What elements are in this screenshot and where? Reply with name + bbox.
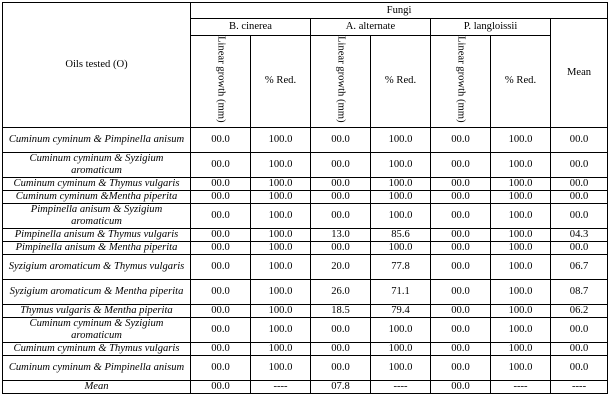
value-cell: 00.0	[311, 127, 371, 152]
value-cell: 00.0	[431, 317, 491, 342]
linear-growth-header	[311, 36, 371, 128]
value-cell: 100.0	[491, 152, 551, 177]
value-cell: 00.0	[551, 203, 608, 228]
fungi-header: Fungi	[191, 3, 608, 19]
table-row	[3, 254, 608, 279]
value-cell: 100.0	[251, 317, 311, 342]
value-cell: 00.0	[191, 177, 251, 190]
value-cell: 04.3	[551, 228, 608, 241]
value-cell: 00.0	[191, 241, 251, 254]
value-cell: 20.0	[311, 254, 371, 279]
value-cell: 00.0	[311, 317, 371, 342]
value-cell: 71.1	[371, 279, 431, 304]
value-cell: 100.0	[251, 127, 311, 152]
mean-value-cell: 00.0	[191, 380, 251, 393]
value-cell: 00.0	[431, 279, 491, 304]
value-cell: 100.0	[491, 254, 551, 279]
value-cell: 100.0	[491, 304, 551, 317]
oil-name-cell: Cuminum cyminum & Thymus vulgaris	[3, 342, 191, 355]
value-cell: 100.0	[371, 317, 431, 342]
value-cell: 100.0	[371, 241, 431, 254]
table-row	[3, 317, 608, 342]
species-header-p-langloissii: P. langloissii	[431, 19, 551, 36]
value-cell: 100.0	[491, 177, 551, 190]
value-cell: 79.4	[371, 304, 431, 317]
linear-growth-label: Linear growth (mm)	[455, 36, 467, 123]
value-cell: 100.0	[371, 342, 431, 355]
value-cell: 100.0	[491, 355, 551, 380]
reduction-header: % Red.	[491, 36, 551, 128]
value-cell: 100.0	[251, 342, 311, 355]
value-cell: 00.0	[191, 317, 251, 342]
value-cell: 100.0	[371, 190, 431, 203]
table-row	[3, 355, 608, 380]
value-cell: 100.0	[251, 177, 311, 190]
value-cell: 00.0	[191, 304, 251, 317]
linear-growth-header	[191, 36, 251, 128]
mean-header: Mean	[551, 19, 608, 128]
value-cell: 00.0	[191, 127, 251, 152]
value-cell: 08.7	[551, 279, 608, 304]
value-cell: 100.0	[371, 152, 431, 177]
value-cell: 06.7	[551, 254, 608, 279]
mean-value-cell: ----	[251, 380, 311, 393]
linear-growth-label: Linear growth (mm)	[335, 36, 347, 123]
value-cell: 00.0	[191, 254, 251, 279]
value-cell: 00.0	[191, 228, 251, 241]
value-cell: 13.0	[311, 228, 371, 241]
value-cell: 100.0	[491, 279, 551, 304]
value-cell: 100.0	[371, 127, 431, 152]
value-cell: 00.0	[311, 241, 371, 254]
oil-name-cell: Thymus vulgaris & Mentha piperita	[3, 304, 191, 317]
value-cell: 100.0	[251, 190, 311, 203]
value-cell: 00.0	[551, 241, 608, 254]
oil-name-cell: Syzigium aromaticum & Mentha piperita	[3, 279, 191, 304]
value-cell: 00.0	[431, 177, 491, 190]
mean-value-cell: ----	[551, 380, 608, 393]
table-row	[3, 241, 608, 254]
value-cell: 100.0	[251, 254, 311, 279]
value-cell: 00.0	[311, 177, 371, 190]
table-row	[3, 228, 608, 241]
value-cell: 100.0	[371, 355, 431, 380]
value-cell: 00.0	[311, 152, 371, 177]
value-cell: 100.0	[251, 228, 311, 241]
value-cell: 100.0	[491, 241, 551, 254]
value-cell: 00.0	[191, 342, 251, 355]
value-cell: 100.0	[491, 190, 551, 203]
oil-name-cell: Cuminum cyminum & Syzigium aromaticum	[3, 152, 191, 177]
table-row	[3, 190, 608, 203]
table-row	[3, 342, 608, 355]
value-cell: 00.0	[551, 190, 608, 203]
value-cell: 00.0	[431, 152, 491, 177]
value-cell: 00.0	[551, 317, 608, 342]
linear-growth-label: Linear growth (mm)	[215, 36, 227, 123]
oil-name-cell: Cuminum cyminum & Thymus vulgaris	[3, 177, 191, 190]
value-cell: 00.0	[311, 190, 371, 203]
value-cell: 100.0	[371, 177, 431, 190]
oil-name-cell: Pimpinella anisum & Mentha piperita	[3, 241, 191, 254]
table-row	[3, 127, 608, 152]
mean-value-cell: 07.8	[311, 380, 371, 393]
value-cell: 00.0	[191, 152, 251, 177]
value-cell: 100.0	[251, 355, 311, 380]
value-cell: 85.6	[371, 228, 431, 241]
reduction-header: % Red.	[371, 36, 431, 128]
value-cell: 00.0	[191, 355, 251, 380]
value-cell: 00.0	[431, 190, 491, 203]
value-cell: 00.0	[431, 228, 491, 241]
mean-value-cell: 00.0	[431, 380, 491, 393]
value-cell: 00.0	[551, 342, 608, 355]
value-cell: 00.0	[191, 279, 251, 304]
mean-value-cell: ----	[491, 380, 551, 393]
oil-name-cell: Cuminum cyminum &Mentha piperita	[3, 190, 191, 203]
table-row	[3, 279, 608, 304]
value-cell: 00.0	[551, 127, 608, 152]
value-cell: 100.0	[491, 317, 551, 342]
table-row	[3, 152, 608, 177]
reduction-header: % Red.	[251, 36, 311, 128]
value-cell: 00.0	[551, 177, 608, 190]
value-cell: 00.0	[431, 355, 491, 380]
value-cell: 00.0	[311, 342, 371, 355]
value-cell: 100.0	[251, 203, 311, 228]
value-cell: 18.5	[311, 304, 371, 317]
value-cell: 26.0	[311, 279, 371, 304]
value-cell: 00.0	[311, 355, 371, 380]
value-cell: 100.0	[251, 279, 311, 304]
value-cell: 00.0	[551, 355, 608, 380]
value-cell: 100.0	[251, 304, 311, 317]
value-cell: 100.0	[251, 152, 311, 177]
table-row	[3, 304, 608, 317]
value-cell: 100.0	[491, 203, 551, 228]
species-header-b-cinerea: B. cinerea	[191, 19, 311, 36]
oil-name-cell: Syzigium aromaticum & Thymus vulgaris	[3, 254, 191, 279]
oil-name-cell: Pimpinella anisum & Thymus vulgaris	[3, 228, 191, 241]
oil-name-cell: Cuminum cyminum & Pimpinella anisum	[3, 127, 191, 152]
table-row	[3, 203, 608, 228]
value-cell: 00.0	[431, 254, 491, 279]
value-cell: 00.0	[191, 203, 251, 228]
value-cell: 00.0	[431, 342, 491, 355]
value-cell: 00.0	[431, 203, 491, 228]
linear-growth-header	[431, 36, 491, 128]
oil-fungi-table	[2, 2, 608, 394]
value-cell: 100.0	[251, 241, 311, 254]
mean-value-cell: ----	[371, 380, 431, 393]
value-cell: 00.0	[551, 152, 608, 177]
value-cell: 100.0	[491, 228, 551, 241]
value-cell: 00.0	[431, 241, 491, 254]
value-cell: 00.0	[431, 127, 491, 152]
value-cell: 00.0	[191, 190, 251, 203]
oil-name-cell: Pimpinella anisum & Syzigium aromaticum	[3, 203, 191, 228]
value-cell: 100.0	[491, 342, 551, 355]
mean-row	[3, 380, 608, 393]
oil-name-cell: Cuminum cyminum & Syzigium aromaticum	[3, 317, 191, 342]
species-header-a-alternate: A. alternate	[311, 19, 431, 36]
mean-row-label: Mean	[3, 380, 191, 393]
table-body	[3, 127, 608, 393]
value-cell: 100.0	[491, 127, 551, 152]
oil-name-cell: Cuminum cyminum & Pimpinella anisum	[3, 355, 191, 380]
value-cell: 06.2	[551, 304, 608, 317]
value-cell: 77.8	[371, 254, 431, 279]
value-cell: 00.0	[311, 203, 371, 228]
table-row	[3, 177, 608, 190]
value-cell: 00.0	[431, 304, 491, 317]
oils-tested-header: Oils tested (O)	[3, 3, 191, 128]
value-cell: 100.0	[371, 203, 431, 228]
